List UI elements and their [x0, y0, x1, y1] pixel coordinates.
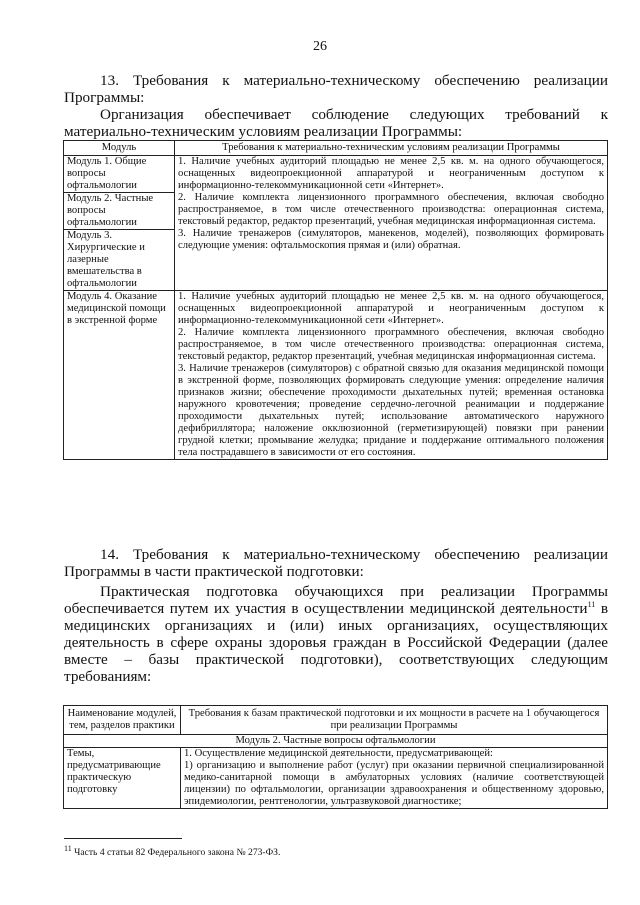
page-number: 26 [313, 39, 327, 54]
topic-cell: Темы, предусматривающие практическую подготовку [64, 748, 181, 809]
module-cell: Модуль 2. Частные вопросы офтальмологии [64, 193, 175, 230]
section-14-intro [64, 583, 608, 685]
requirements-cell [181, 748, 608, 809]
table-row [64, 291, 608, 460]
module-cell: Модуль 3. Хирургические и лазерные вмешательства в офтальмологии [64, 230, 175, 291]
requirements-cell [175, 156, 608, 291]
module-cell: Модуль 1. Общие вопросы офтальмологии [64, 156, 175, 193]
material-requirements-table [63, 140, 608, 460]
column-header-name: Наименование модулей, тем, разделов практики [64, 706, 181, 735]
intro-text-continued: в медицинских организациях и (или) иных организациях, осуществляющих деятельность в сфере охраны здоровья граждан в Российской Федерации (далее вместе – базы практической подготовки), соответствующих следующим требованиям: [64, 600, 608, 685]
requirement-item: 3. Наличие тренажеров (симуляторов) с обратной связью для оказания медицинской помощи в экстренной форме, позволяющих формировать следующие умения: определение наличия признаков жизни; обеспечение проходимости дыхательных путей; временная остановка наружного кровотечения; проведение сердечно-легочной реанимации и поддержание проходимости дыхательных путей; использование автоматического наружного дефибриллятора; наложение окклюзионной (герметизирующей) повязки при ранении грудной клетки; промывание желудка; придание и поддержание оптимального положения тела пострадавшего в зависимости от его состояния. [178, 363, 604, 458]
requirement-item: 1) организацию и выполнение работ (услуг) при оказании первичной специализированной медико-санитарной помощи в амбулаторных условиях (наличие соответствующей лицензии) по офтальмологии, организации здравоохранения и общественному здоровью, эпидемиологии, рентгенологии, ультразвуковой диагностике; [184, 760, 604, 807]
requirement-item: 1. Наличие учебных аудиторий площадью не менее 2,5 кв. м. на одного обучающегося, оснащенных видеопроекционной аппаратурой и неограниченным доступом к информационно-телекоммуникационной сети «Интернет». [178, 291, 604, 326]
table-header-row [64, 706, 608, 735]
section-14-heading: 14. Требования к материально-техническому обеспечению реализации Программы в части практической подготовки: [64, 546, 608, 580]
table-row [64, 748, 608, 809]
column-header-requirements: Требования к базам практической подготовки и их мощности в расчете на 1 обучающегося при реализации Программы [181, 706, 608, 735]
practical-training-table [63, 705, 608, 809]
section-13-heading: 13. Требования к материально-техническому обеспечению реализации Программы: [64, 72, 608, 106]
footnote-mark: 11 [64, 843, 72, 853]
requirement-item: 1. Осуществление медицинской деятельности, предусматривающей: [184, 748, 493, 759]
footnote [64, 843, 281, 858]
column-header-requirements: Требования к материально-техническим условиям реализации Программы [175, 141, 608, 156]
requirements-cell [175, 291, 608, 460]
module-title: Модуль 2. Частные вопросы офтальмологии [64, 735, 608, 748]
column-header-module: Модуль [64, 141, 175, 156]
footnote-text: Часть 4 статьи 82 Федерального закона № 273-ФЗ. [71, 847, 281, 858]
intro-text: Практическая подготовка обучающихся при реализации Программы обеспечивается путем их участия в осуществлении медицинской деятельности [64, 583, 608, 617]
table-row [64, 156, 608, 193]
module-row [64, 735, 608, 748]
requirement-item: 3. Наличие тренажеров (симуляторов, манекенов, моделей), позволяющих формировать следующие умения: офтальмоскопия прямая и (или) обратная. [178, 228, 604, 251]
footnote-separator [64, 838, 182, 839]
requirement-item: 2. Наличие комплекта лицензионного программного обеспечения, включая свободно распространяемое, в том числе отечественного производства: операционная система, текстовый редактор, редактор презентаций, учебная медицинская информационная система. [178, 192, 604, 227]
footnote-reference[interactable]: 11 [587, 599, 596, 609]
module-cell: Модуль 4. Оказание медицинской помощи в экстренной форме [64, 291, 175, 460]
requirement-item: 2. Наличие комплекта лицензионного программного обеспечения, включая свободно распространяемое, в том числе отечественного производства: операционная система, текстовый редактор, редактор презентаций, учебная медицинская информационная система. [178, 327, 604, 362]
section-13-intro: Организация обеспечивает соблюдение следующих требований к материально-техническим условиям реализации Программы: [64, 106, 608, 140]
requirement-item: 1. Наличие учебных аудиторий площадью не менее 2,5 кв. м. на одного обучающегося, оснащенных видеопроекционной аппаратурой и неограниченным доступом к информационно-телекоммуникационной сети «Интернет». [178, 156, 604, 191]
table-header-row [64, 141, 608, 156]
